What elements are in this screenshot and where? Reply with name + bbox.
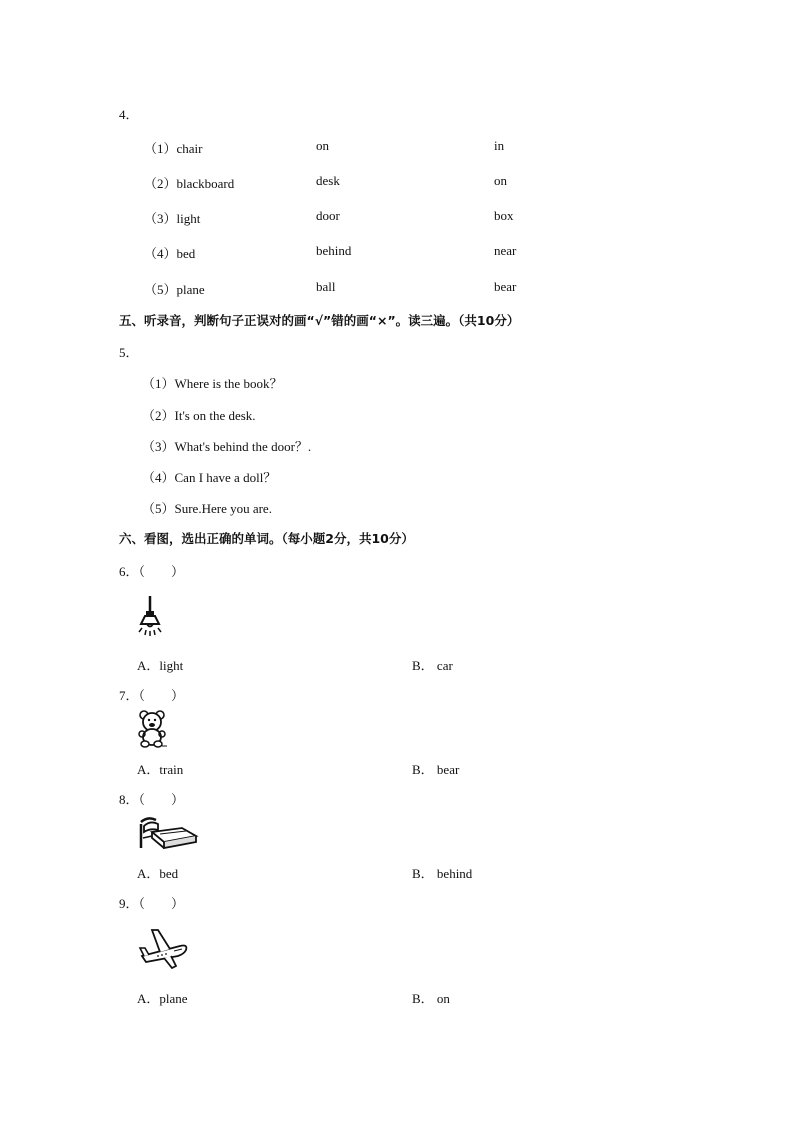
q5-item-3: （3）What's behind the door？. <box>142 439 312 454</box>
q5-item-1: （1）Where is the book？ <box>142 376 283 391</box>
question-4-number: 4． <box>119 107 139 122</box>
q4-row5-label: （5）plane <box>144 282 205 297</box>
q5-item-2: （2）It's on the desk. <box>142 408 256 423</box>
q4-row1-option-b: on <box>316 138 329 153</box>
q4-row1-label: （1）chair <box>144 141 203 156</box>
q4-row5-option-c: bear <box>494 279 517 294</box>
question-8-number: 8．（ ） <box>119 792 185 807</box>
q4-row4-option-c: near <box>494 243 517 258</box>
q5-item-5: （5）Sure.Here you are. <box>142 501 272 516</box>
q4-row2-option-c: on <box>494 173 507 188</box>
teddy-bear-icon <box>137 710 169 748</box>
q4-row1-option-c: in <box>494 138 505 153</box>
lamp-icon <box>136 594 164 638</box>
q4-row3-label: （3）light <box>144 211 201 226</box>
q4-row4-option-b: behind <box>316 243 352 258</box>
q7-option-a: A．train <box>137 762 184 777</box>
q4-row3-option-b: door <box>316 208 340 223</box>
q5-item-4: （4）Can I have a doll？ <box>142 470 277 485</box>
q9-option-a: A．plane <box>137 991 188 1006</box>
q7-option-b: B． bear <box>412 762 460 777</box>
q9-option-b: B． on <box>412 991 450 1006</box>
q4-row5-option-b: ball <box>316 279 336 294</box>
q6-option-a: A．light <box>137 658 184 673</box>
question-6-number: 6．（ ） <box>119 564 185 579</box>
section-6-heading: 六、看图，选出正确的单词。（每小题2分，共10分） <box>119 531 414 546</box>
question-9-number: 9．（ ） <box>119 896 185 911</box>
q4-row4-label: （4）bed <box>144 246 196 261</box>
bed-icon <box>138 814 198 854</box>
question-5-number: 5． <box>119 345 139 360</box>
q4-row3-option-c: box <box>494 208 514 223</box>
question-7-number: 7．（ ） <box>119 688 185 703</box>
q4-row2-option-b: desk <box>316 173 340 188</box>
q8-option-a: A．bed <box>137 866 179 881</box>
airplane-icon <box>138 926 190 970</box>
q8-option-b: B． behind <box>412 866 473 881</box>
q6-option-b: B． car <box>412 658 453 673</box>
section-5-heading: 五、听录音，判断句子正误对的画“√”错的画“×”。读三遍。（共10分） <box>119 313 520 328</box>
q4-row2-label: （2）blackboard <box>144 176 235 191</box>
